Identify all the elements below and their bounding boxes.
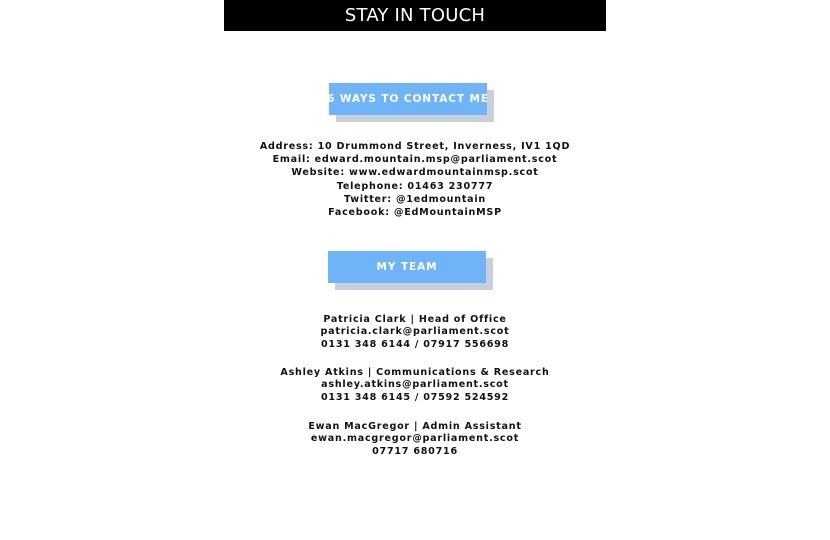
team-heading-box xyxy=(328,251,486,283)
team-member xyxy=(0,314,830,351)
member-phone: 07717 680716 xyxy=(372,446,458,457)
contact-heading: 6 WAYS TO CONTACT ME xyxy=(327,93,489,105)
contact-heading-box xyxy=(329,83,487,115)
member-email: ewan.macgregor@parliament.scot xyxy=(310,432,520,444)
member-name-role: Ewan MacGregor | Admin Assistant xyxy=(308,421,522,432)
contact-facebook: Facebook: @EdMountainMSP xyxy=(328,206,502,218)
contact-twitter: Twitter: @1edmountain xyxy=(343,193,487,205)
contact-heading-tag xyxy=(329,83,487,115)
contact-details xyxy=(0,140,830,219)
contact-telephone: Telephone: 01463 230777 xyxy=(336,180,494,192)
member-name-role: Patricia Clark | Head of Office xyxy=(323,314,507,325)
top-banner xyxy=(224,0,606,31)
contact-website: Website: www.edwardmountainmsp.scot xyxy=(291,167,539,179)
member-email: ashley.atkins@parliament.scot xyxy=(321,378,509,390)
banner-title: STAY IN TOUCH xyxy=(344,5,486,26)
member-phone: 0131 348 6145 / 07592 524592 xyxy=(320,392,510,403)
team-member xyxy=(0,367,830,404)
team-heading-tag xyxy=(328,251,486,283)
member-phone: 0131 348 6144 / 07917 556698 xyxy=(320,339,510,350)
contact-email: Email: edward.mountain.msp@parliament.scot xyxy=(272,154,558,166)
member-email: patricia.clark@parliament.scot xyxy=(320,325,510,337)
contact-address: Address: 10 Drummond Street, Inverness, IV1 1QD xyxy=(259,141,571,152)
team-heading: MY TEAM xyxy=(376,261,438,273)
member-name-role: Ashley Atkins | Communications & Research xyxy=(280,367,550,378)
team-member xyxy=(0,421,830,458)
